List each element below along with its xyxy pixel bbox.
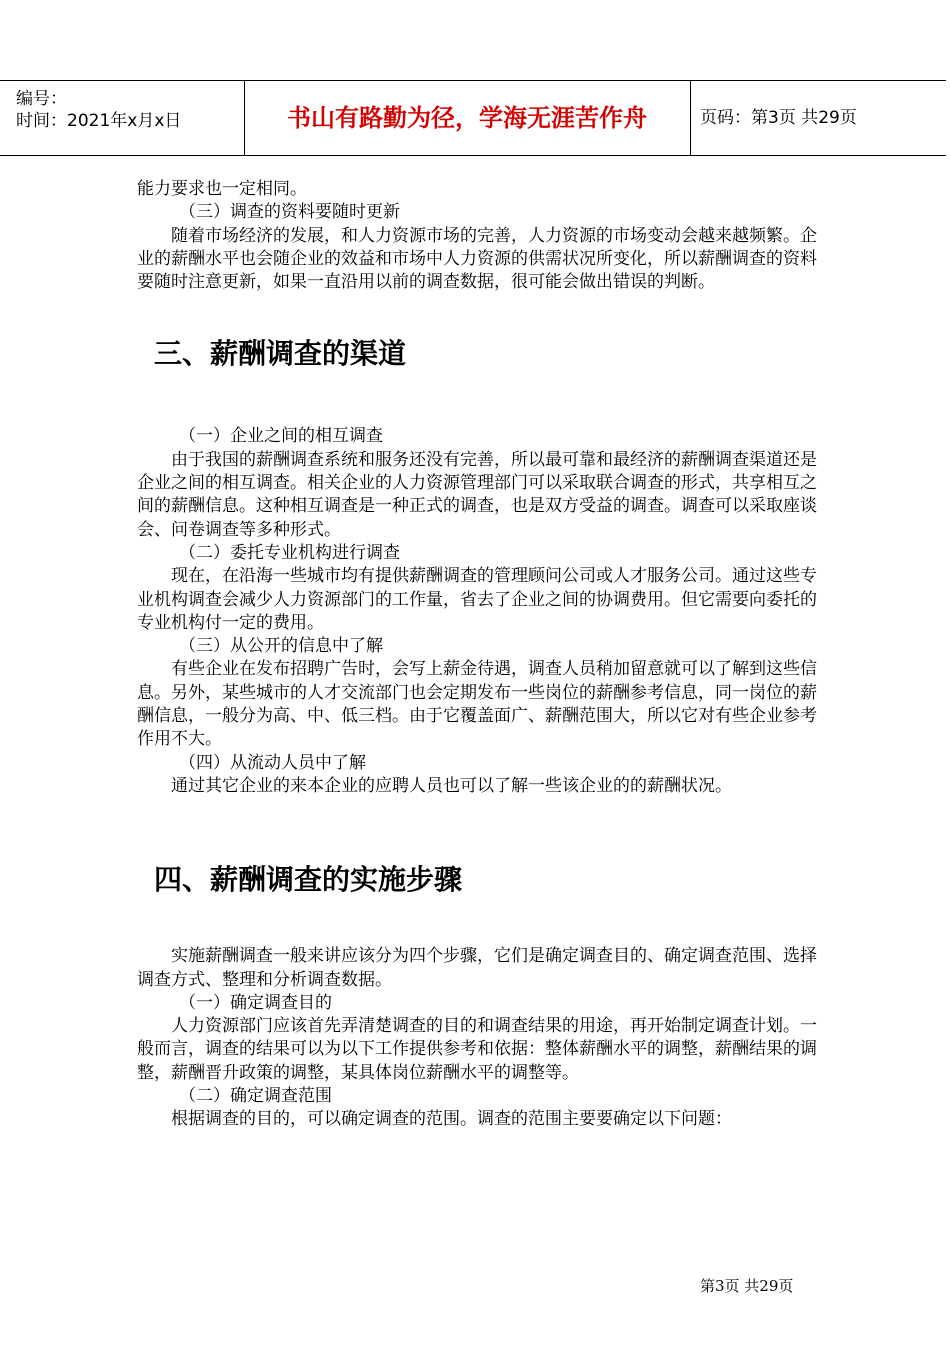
subheading: （二）委托专业机构进行调查 bbox=[179, 542, 400, 563]
header-motto-cell bbox=[244, 81, 691, 155]
paragraph: 根据调查的目的，可以确定调查的范围。调查的范围主要要确定以下问题： bbox=[171, 1109, 732, 1130]
subheading: （一）确定调查目的 bbox=[179, 992, 332, 1013]
header-page-cell bbox=[690, 81, 946, 155]
paragraph: 随着市场经济的发展，和人力资源市场的完善，人力资源的市场变动会越来越频繁。企业的薪酬水平也会随企业的效益和市场中人力资源的供需状况所变化，所以薪酬调查的资料要随时注意更新，如果一直沿用以前的调查数据，很可能会做出错误的判断。 bbox=[137, 225, 817, 293]
paragraph: 现在，在沿海一些城市均有提供薪酬调查的管理顾问公司或人才服务公司。通过这些专业机构调查会减少人力资源部门的工作量，省去了企业之间的协调费用。但它需要向委托的专业机构付一定的费用。 bbox=[137, 566, 817, 633]
document-time-label: 时间：2021年x月x日 bbox=[16, 111, 182, 131]
paragraph: 实施薪酬调查一般来讲应该分为四个步骤，它们是确定调查目的、确定调查范围、选择调查方式、整理和分析调查数据。 bbox=[137, 946, 817, 990]
header-page-number: 页码：第3页 共29页 bbox=[700, 108, 857, 128]
subheading: （一）企业之间的相互调查 bbox=[179, 426, 383, 447]
subheading: （二）确定调查范围 bbox=[179, 1086, 332, 1107]
section-heading-3: 三、薪酬调查的渠道 bbox=[154, 337, 407, 371]
paragraph: 有些企业在发布招聘广告时，会写上薪金待遇，调查人员稍加留意就可以了解到这些信息。另外，某些城市的人才交流部门也会定期发布一些岗位的薪酬参考信息，同一岗位的薪酬信息，一般分为高、中、低三档。由于它覆盖面广、薪酬范围大，所以它对有些企业参考作用不大。 bbox=[137, 659, 817, 750]
paragraph: 人力资源部门应该首先弄清楚调查的目的和调查结果的用途，再开始制定调查计划。一般而言，调查的结果可以为以下工作提供参考和依据：整体薪酬水平的调整，薪酬结果的调整，薪酬晋升政策的调整，某具体岗位薪酬水平的调整等。 bbox=[137, 1016, 817, 1083]
document-number-label: 编号： bbox=[16, 89, 67, 109]
header-info-cell bbox=[0, 81, 245, 155]
subheading: （四）从流动人员中了解 bbox=[179, 752, 366, 773]
subheading: （三）从公开的信息中了解 bbox=[179, 636, 383, 657]
motto-text: 书山有路勤为径，学海无涯苦作舟 bbox=[287, 104, 647, 132]
paragraph: 通过其它企业的来本企业的应聘人员也可以了解一些该企业的的薪酬状况。 bbox=[171, 775, 732, 796]
paragraph: 由于我国的薪酬调查系统和服务还没有完善，所以最可靠和最经济的薪酬调查渠道还是企业之间的相互调查。相关企业的人力资源管理部门可以采取联合调查的形式，共享相互之间的薪酬信息。这种相互调查是一种正式的调查，也是双方受益的调查。调查可以采取座谈会、问卷调查等多种形式。 bbox=[137, 449, 817, 540]
paragraph: 能力要求也一定相同。 bbox=[137, 179, 307, 199]
document-body bbox=[137, 178, 817, 1132]
section-heading-4: 四、薪酬调查的实施步骤 bbox=[154, 863, 463, 897]
footer-page-number: 第3页 共29页 bbox=[700, 1277, 794, 1295]
subheading: （三）调查的资料要随时更新 bbox=[179, 202, 400, 223]
document-header bbox=[0, 80, 946, 156]
